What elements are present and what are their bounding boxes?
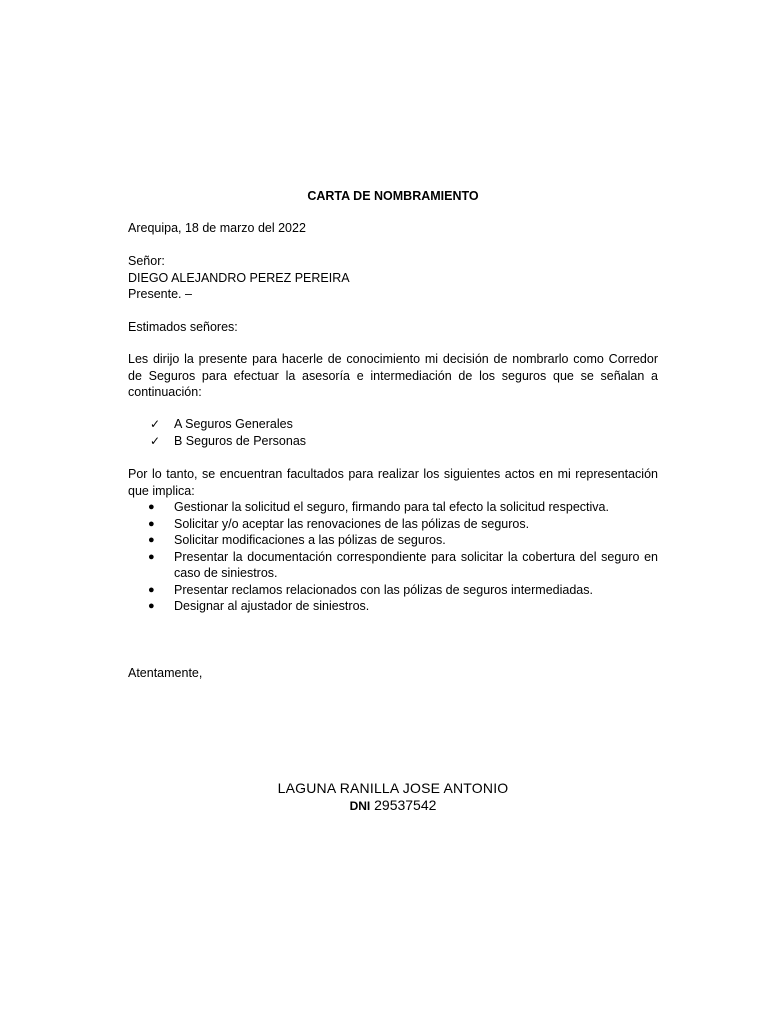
letter-date: Arequipa, 18 de marzo del 2022 [128,221,306,235]
list-item [148,549,658,582]
dni-label: DNI [349,799,371,813]
list-item [150,416,306,433]
bullet-icon: ● [148,517,155,530]
letter-page [128,0,658,1024]
signatory-dni [128,797,658,815]
bullet-icon: ● [148,501,155,513]
greeting: Estimados señores: [128,320,238,334]
acts-list [148,499,658,615]
check-icon: ✓ [150,433,161,448]
insurance-types-list [150,416,306,449]
list-item [150,433,306,450]
bullet-icon: ● [148,583,155,596]
bullet-icon: ● [148,600,155,612]
act-text: Presentar la documentación correspondiente para solicitar la cobertura del seguro en caso de siniestros. [174,549,658,580]
intro-paragraph: Les dirijo la presente para hacerle de conocimiento mi decisión de nombrarlo como Corredor de Seguros para efectuar la asesoría e intermediación de los seguros que se señalan a continuación: [128,352,658,399]
signature-block [128,779,658,815]
bullet-icon: ● [148,550,155,563]
recipient-block [128,253,350,303]
bullet-icon: ● [148,534,155,546]
dni-number: 29537542 [374,797,437,813]
act-text: Designar al ajustador de siniestros. [174,599,370,613]
list-item [148,499,658,516]
list-item [148,582,658,599]
act-text: Presentar reclamos relacionados con las pólizas de seguros intermediadas. [174,582,593,597]
letter-title: CARTA DE NOMBRAMIENTO [307,189,479,203]
list-item [148,598,658,615]
list-item [148,516,658,533]
closing: Atentamente, [128,666,203,680]
act-text: Solicitar y/o aceptar las renovaciones de las pólizas de seguros. [174,516,530,531]
recipient-name: DIEGO ALEJANDRO PEREZ PEREIRA [128,270,350,285]
acts-intro-paragraph: Por lo tanto, se encuentran facultados para realizar los siguientes actos en mi representación que implica: [128,467,658,498]
list-item [148,532,658,549]
insurance-type-label: A Seguros Generales [174,417,293,431]
recipient-salutation: Señor: [128,254,165,268]
act-text: Solicitar modificaciones a las pólizas de seguros. [174,533,446,547]
recipient-presente: Presente. – [128,287,192,301]
insurance-type-label: B Seguros de Personas [174,433,307,448]
signatory-name: LAGUNA RANILLA JOSE ANTONIO [277,780,509,796]
act-text: Gestionar la solicitud el seguro, firmando para tal efecto la solicitud respectiva. [174,500,609,514]
check-icon: ✓ [150,417,161,431]
